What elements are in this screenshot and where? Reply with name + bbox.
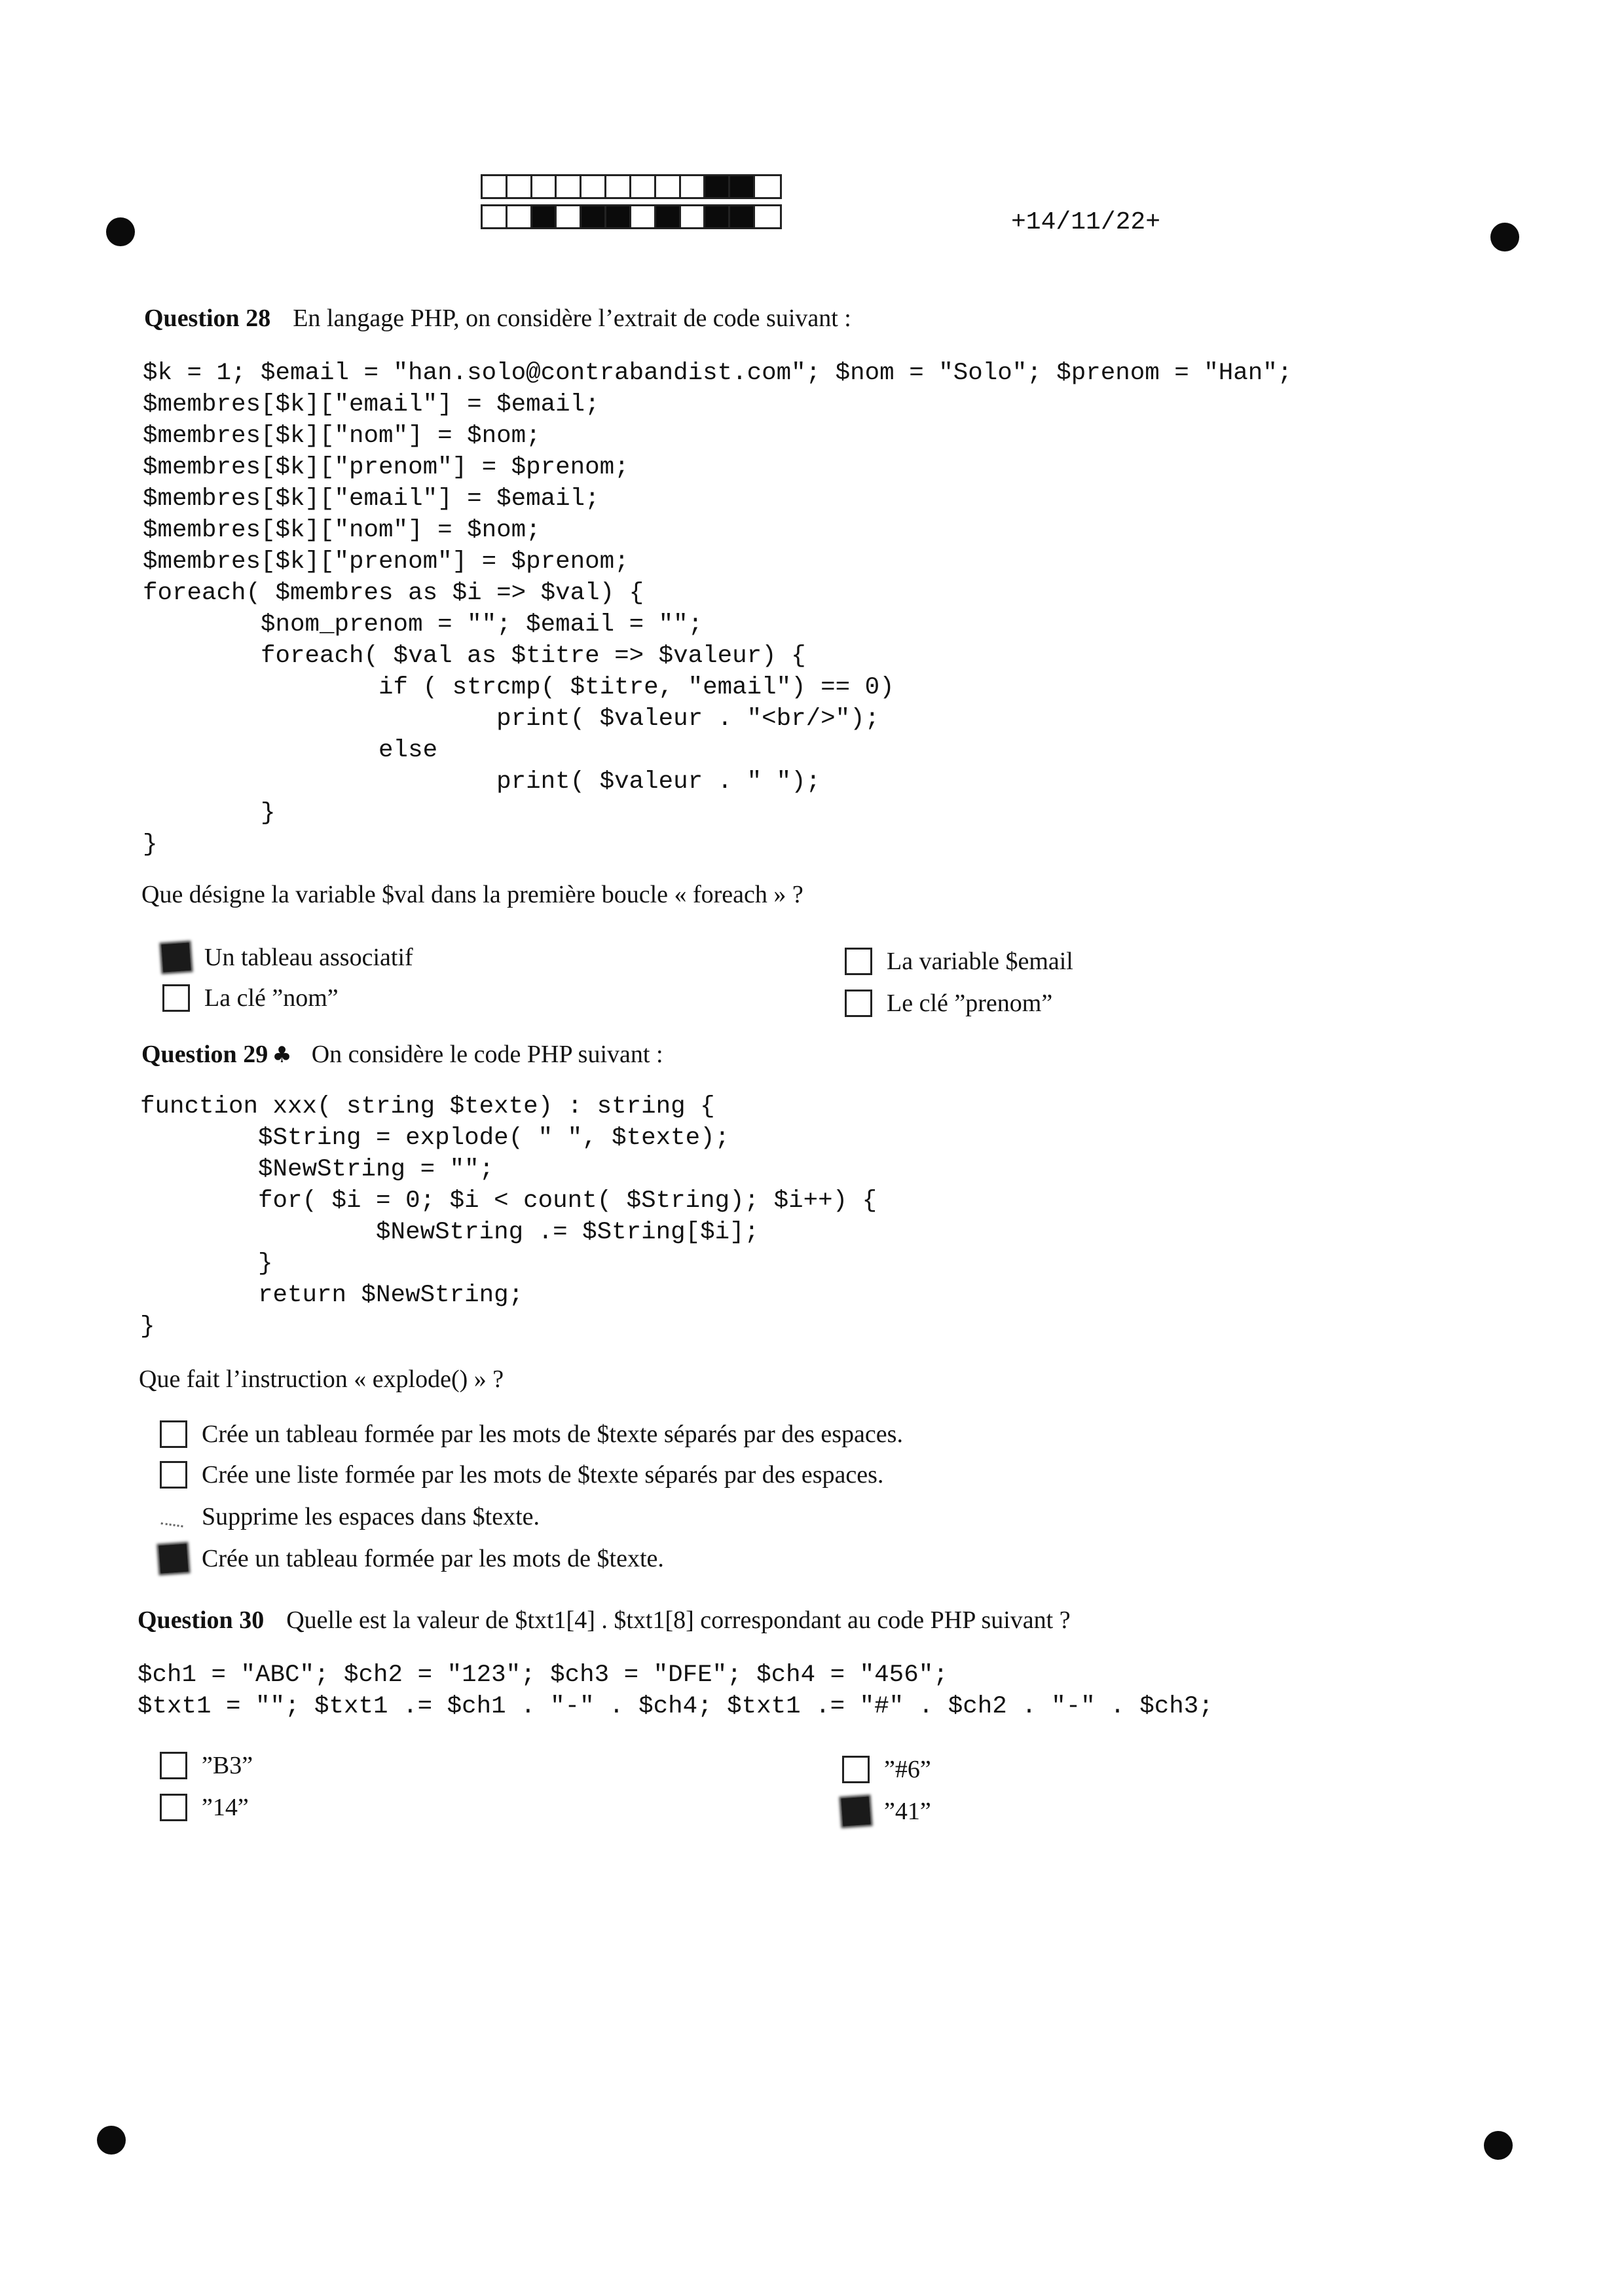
option-label: La variable $email — [887, 948, 1073, 975]
barcode-cell-empty — [681, 176, 706, 197]
code-line: foreach( $val as $titre => $valeur) { — [143, 642, 806, 670]
barcode-cell-filled — [730, 206, 755, 227]
option-label: Le clé ”prenom” — [887, 990, 1053, 1017]
checkbox[interactable] — [160, 1752, 187, 1779]
question-30-code-block — [138, 1659, 1213, 1722]
code-line: $k = 1; $email = "han.solo@contrabandist.com"; $nom = "Solo"; $prenom = "Han"; — [143, 360, 1293, 387]
option-label: Crée un tableau formée par les mots de $texte. — [202, 1545, 664, 1572]
barcode-cell-filled — [656, 206, 681, 227]
code-line: print( $valeur . " "); — [143, 768, 821, 796]
checkbox[interactable] — [160, 1420, 187, 1448]
option-label: ”41” — [884, 1798, 931, 1825]
question-28-option-1[interactable] — [162, 943, 413, 972]
code-line: $String = explode( " ", $texte); — [140, 1124, 730, 1152]
club-icon: ♣ — [272, 1042, 292, 1068]
registration-mark-bottom-left — [97, 2126, 126, 2155]
barcode-cell-empty — [631, 176, 656, 197]
code-line: $membres[$k]["nom"] = $nom; — [143, 517, 541, 544]
checkbox-checked[interactable] — [162, 943, 191, 972]
question-28-option-3[interactable] — [845, 947, 1073, 976]
code-line: $NewString .= $String[$i]; — [140, 1219, 760, 1246]
code-line: $membres[$k]["nom"] = $nom; — [143, 422, 541, 450]
code-line: $membres[$k]["email"] = $email; — [143, 485, 600, 513]
registration-mark-top-right — [1490, 223, 1519, 251]
checkbox[interactable] — [162, 984, 190, 1012]
barcode-cell-empty — [656, 176, 681, 197]
barcode-cell-empty — [631, 206, 656, 227]
option-label: Crée une liste formée par les mots de $texte séparés par des espaces. — [202, 1461, 884, 1489]
code-line: function xxx( string $texte) : string { — [140, 1093, 715, 1120]
checkbox[interactable] — [160, 1461, 187, 1489]
question-30-option-4[interactable] — [842, 1797, 931, 1826]
barcode-cell-filled — [532, 206, 557, 227]
barcode-row-bottom — [481, 204, 782, 229]
question-30-option-1[interactable] — [160, 1751, 253, 1780]
code-line: } — [140, 1313, 155, 1341]
barcode-cell-filled — [705, 206, 730, 227]
code-line: if ( strcmp( $titre, "email") == 0) — [143, 674, 895, 701]
option-label: ”B3” — [202, 1752, 253, 1779]
question-29-code-block — [140, 1091, 877, 1342]
question-28-option-2[interactable] — [162, 984, 339, 1012]
barcode-cell-filled — [730, 176, 755, 197]
barcode-cell-empty — [606, 176, 631, 197]
checkbox[interactable] — [842, 1756, 870, 1783]
code-line: $NewString = ""; — [140, 1156, 494, 1183]
checkbox-checked[interactable] — [159, 1544, 189, 1574]
question-28-prompt: Que désigne la variable $val dans la première boucle « foreach » ? — [141, 881, 803, 908]
barcode-row-top — [481, 174, 782, 199]
question-29-option-1[interactable] — [160, 1420, 903, 1449]
barcode-cell-empty — [581, 176, 606, 197]
question-30-option-3[interactable] — [842, 1755, 931, 1784]
code-line: $txt1 = ""; $txt1 .= $ch1 . "-" . $ch4; $txt1 .= "#" . $ch2 . "-" . $ch3; — [138, 1693, 1213, 1720]
checkbox[interactable] — [845, 990, 872, 1017]
question-29-option-4[interactable] — [160, 1544, 664, 1573]
barcode-cell-empty — [483, 176, 507, 197]
barcode-cell-filled — [581, 206, 606, 227]
option-label: La clé ”nom” — [204, 984, 339, 1012]
question-30-text: Quelle est la valeur de $txt1[4] . $txt1[8] correspondant au code PHP suivant ? — [286, 1606, 1071, 1634]
question-30-label: Question 30 — [138, 1606, 265, 1634]
question-29-label: Question 29 — [141, 1041, 268, 1068]
option-label: Un tableau associatif — [204, 944, 413, 971]
barcode-cell-empty — [681, 206, 706, 227]
code-line: for( $i = 0; $i < count( $String); $i++) { — [140, 1187, 877, 1215]
barcode-cell-empty — [557, 176, 581, 197]
option-label: ”14” — [202, 1794, 249, 1821]
question-29-text: On considère le code PHP suivant : — [311, 1041, 663, 1068]
exam-date-code: +14/11/22+ — [1011, 208, 1161, 236]
question-29-option-2[interactable] — [160, 1460, 883, 1489]
barcode-cell-empty — [755, 176, 780, 197]
question-29-option-3[interactable] — [160, 1502, 540, 1531]
barcode-cell-empty — [755, 206, 780, 227]
option-label: ”#6” — [884, 1756, 931, 1783]
barcode-cell-filled — [705, 176, 730, 197]
code-line: $membres[$k]["prenom"] = $prenom; — [143, 454, 629, 481]
option-label: Supprime les espaces dans $texte. — [202, 1503, 540, 1530]
question-28-label: Question 28 — [144, 305, 271, 332]
code-line: else — [143, 737, 438, 764]
barcode-cell-filled — [606, 206, 631, 227]
question-30-option-2[interactable] — [160, 1793, 249, 1822]
registration-mark-top-left — [106, 217, 135, 246]
barcode-cell-empty — [483, 206, 507, 227]
barcode-cell-empty — [557, 206, 581, 227]
barcode-cell-empty — [507, 206, 532, 227]
checkbox-checked[interactable] — [841, 1797, 871, 1826]
code-line: } — [140, 1250, 273, 1278]
option-label: Crée un tableau formée par les mots de $texte séparés par des espaces. — [202, 1420, 903, 1448]
barcode-cell-empty — [532, 176, 557, 197]
barcode-cell-empty — [507, 176, 532, 197]
checkbox[interactable] — [845, 948, 872, 975]
question-28-code-block — [143, 358, 1292, 861]
code-line: $membres[$k]["email"] = $email; — [143, 391, 600, 418]
code-line: return $NewString; — [140, 1282, 524, 1309]
question-29-header — [141, 1040, 663, 1069]
code-line: $nom_prenom = ""; $email = ""; — [143, 611, 703, 639]
question-28-option-4[interactable] — [845, 989, 1052, 1018]
checkbox-erased[interactable] — [160, 1503, 187, 1530]
checkbox[interactable] — [160, 1794, 187, 1821]
code-line: print( $valeur . "<br/>"); — [143, 705, 880, 733]
question-30-header — [138, 1606, 1071, 1635]
code-line: $membres[$k]["prenom"] = $prenom; — [143, 548, 629, 576]
code-line: } — [143, 800, 276, 827]
code-line: foreach( $membres as $i => $val) { — [143, 580, 644, 607]
code-line: } — [143, 831, 158, 859]
question-29-prompt: Que fait l’instruction « explode() » ? — [139, 1365, 504, 1393]
registration-mark-bottom-right — [1484, 2131, 1513, 2160]
code-line: $ch1 = "ABC"; $ch2 = "123"; $ch3 = "DFE"; $ch4 = "456"; — [138, 1661, 948, 1689]
question-28-text: En langage PHP, on considère l’extrait de code suivant : — [293, 305, 851, 332]
question-28-header — [144, 304, 851, 333]
